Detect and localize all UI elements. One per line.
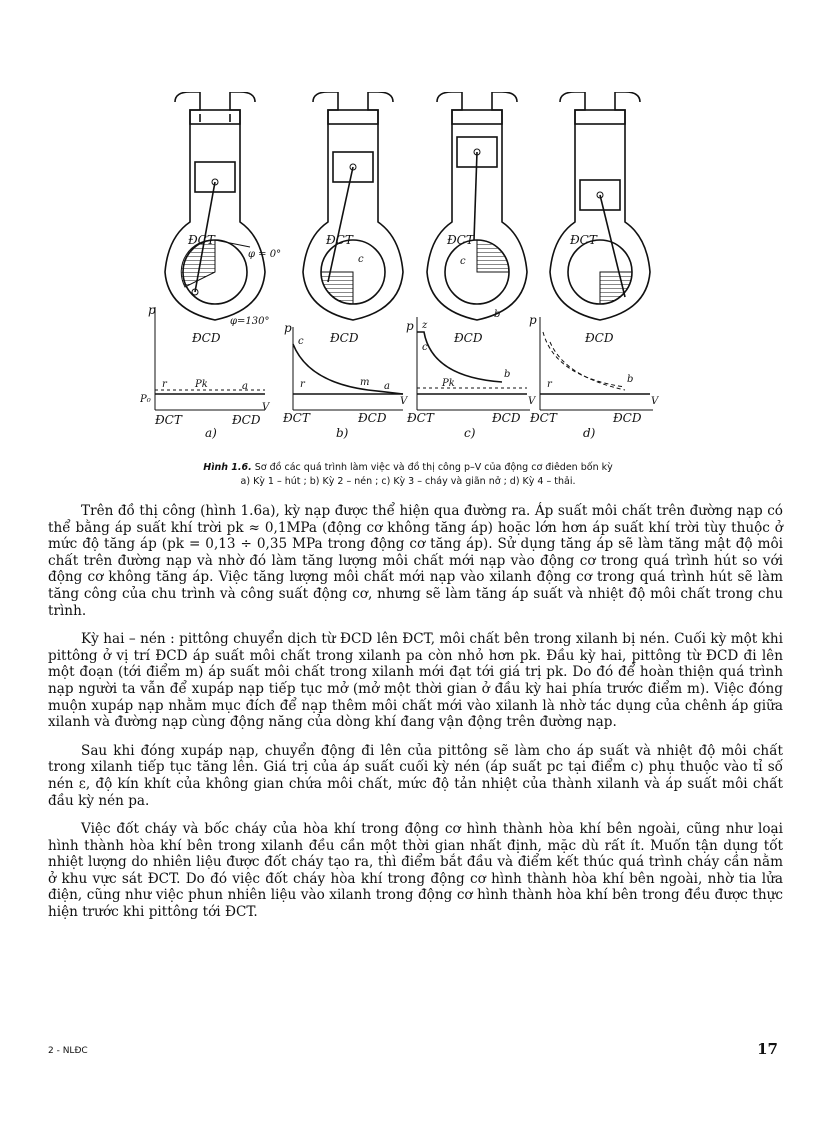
- panel-b-c: c: [298, 336, 304, 347]
- panel-d-bdc-axis: ĐCD: [613, 411, 642, 425]
- panel-b-letter: b): [336, 426, 349, 440]
- panel-a-p-axis: p: [148, 303, 156, 317]
- panel-b-m: m: [360, 377, 370, 388]
- panel-c-b: b: [504, 369, 511, 380]
- panel-b-c-top: c: [358, 254, 364, 265]
- figure-svg: [140, 92, 660, 447]
- panel-c-pk: Pk: [442, 378, 455, 389]
- panel-a-v: V: [262, 402, 270, 413]
- panel-c: [406, 92, 537, 440]
- panel-c-p-axis: p: [406, 319, 414, 333]
- panel-d-bdc: ĐCD: [585, 331, 614, 345]
- panel-a-a: a: [242, 381, 248, 392]
- panel-b-bdc: ĐCD: [330, 331, 359, 345]
- panel-a-letter: a): [205, 426, 217, 440]
- panel-c-tdc: ĐCT: [447, 233, 474, 247]
- panel-b-a: a: [384, 381, 390, 392]
- panel-a-phi130: φ=130°: [230, 316, 270, 327]
- panel-c-z: z: [422, 320, 428, 331]
- figure-caption-line1: [60, 461, 756, 474]
- paragraph-1: Trên đồ thị công (hình 1.6a), kỳ nạp được thể hiện qua đường ra. Áp suất môi chất trên đường nạp có thể bằng áp suất khí trời pk ≈ 0,1MPa (động cơ không tăng áp) hoặc lớn hơn áp suất khí trời tùy thuộc ở mức độ tăng áp (pk = 0,13 ÷ 0,35 MPa trong động cơ tăng áp). Sử dụng tăng áp sẽ làm tăng mật độ môi chất trên đường nạp và nhờ đó làm tăng lượng môi chất mới nạp vào động cơ trong quá trình hút so với động cơ không tăng áp. Việc tăng lượng môi chất mới nạp vào xilanh động cơ trong quá trình hút sẽ làm tăng công của chu trình và công suất động cơ, nhưng sẽ làm tăng áp suất và nhiệt độ môi chất trong chu trình.: [48, 503, 783, 619]
- panel-b-bdc-axis: ĐCD: [358, 411, 387, 425]
- footer-chapter: 2 - NLĐC: [48, 1046, 88, 1056]
- paragraph-2: Kỳ hai – nén : pittông chuyển dịch từ ĐCD lên ĐCT, môi chất bên trong xilanh bị nén. Cuối kỳ một khi pittông ở vị trí ĐCD áp suất môi chất trong xilanh pa còn nhỏ hơn pk. Đầu kỳ hai, pittông từ ĐCD đi lên một đoạn (tới điểm m) áp suất môi chất trong xilanh mới đạt tới giá trị pk. Do đó để hoàn thiện quá trình nạp người ta vẫn để xupáp nạp tiếp tục mở (mở một thời gian ở đầu kỳ hai phía trước điểm m). Việc đóng muộn xupáp nạp nhằm mục đích để nạp thêm môi chất mới vào xilanh là nhờ tác dụng của chênh áp giữa xilanh và đường nạp cùng động năng của dòng khí đang vận động trên đường nạp.: [48, 631, 783, 731]
- figure-caption-title: Sơ đồ các quá trình làm việc và đồ thị công p–V của động cơ điêden bốn kỳ: [254, 462, 613, 473]
- panel-b-p-axis: p: [284, 321, 292, 335]
- panel-c-v: V: [528, 396, 536, 407]
- panel-c-bdc: ĐCD: [454, 331, 483, 345]
- page-number: 17: [757, 1040, 778, 1058]
- panel-a-pk: Pk: [195, 379, 208, 390]
- panel-c-c: c: [422, 342, 428, 353]
- panel-d: [529, 92, 660, 440]
- panel-d-v: V: [651, 396, 659, 407]
- body-text: [48, 503, 783, 933]
- panel-a-tdc-axis: ĐCT: [155, 413, 182, 427]
- panel-b-tdc-axis: ĐCT: [283, 411, 310, 425]
- panel-d-tdc: ĐCT: [570, 233, 597, 247]
- paragraph-3: Sau khi đóng xupáp nạp, chuyển động đi lên của pittông sẽ làm cho áp suất và nhiệt độ môi chất trong xilanh tiếp tục tăng lên. Giá trị của áp suất cuối kỳ nén (áp suất pc tại điểm c) phụ thuộc vào tỉ số nén ε, độ kín khít của không gian chứa môi chất, mức độ tản nhiệt của thành xilanh và áp suất môi chất đầu kỳ nén pa.: [48, 742, 783, 809]
- panel-a-r: r: [162, 379, 167, 390]
- panel-d-p-axis: p: [529, 313, 537, 327]
- panel-c-b-top: b: [494, 309, 501, 320]
- panel-d-letter: d): [583, 426, 596, 440]
- panel-c-bdc-axis: ĐCD: [492, 411, 521, 425]
- panel-d-tdc-axis: ĐCT: [530, 411, 557, 425]
- panel-c-letter: c): [464, 426, 476, 440]
- figure-caption-label: Hình 1.6.: [203, 462, 252, 473]
- panel-b-tdc: ĐCT: [326, 233, 353, 247]
- panel-c-tdc-axis: ĐCT: [407, 411, 434, 425]
- panel-a-phi0: φ = 0°: [248, 249, 282, 260]
- figure-caption-line2: a) Kỳ 1 – hút ; b) Kỳ 2 – nén ; c) Kỳ 3 – cháy và giãn nở ; d) Kỳ 4 – thải.: [240, 476, 576, 487]
- panel-d-b: b: [627, 374, 634, 385]
- panel-a-bdc: ĐCD: [192, 331, 221, 345]
- panel-a-p0: P₀: [140, 394, 151, 405]
- engine-cycle-figure: [140, 92, 660, 447]
- panel-b: [282, 92, 409, 440]
- panel-b-r: r: [300, 379, 305, 390]
- panel-d-r: r: [547, 379, 552, 390]
- panel-a-bdc-axis: ĐCD: [232, 413, 261, 427]
- paragraph-4: Việc đốt cháy và bốc cháy của hòa khí trong động cơ hình thành hòa khí bên ngoài, cũng như loại hình thành hòa khí bên trong xilanh đều cần một thời gian nhất định, mặc dù rất ít. Muốn tận dụng tốt nhiệt lượng do nhiên liệu được đốt cháy tạo ra, thì điểm bắt đầu và điểm kết thúc quá trình cháy cần nằm ở khu vực sát ĐCT. Do đó việc đốt cháy hòa khí trong động cơ hình thành hòa khí bên ngoài, nhờ tia lửa điện, cũng như việc phun nhiên liệu vào xilanh trong động cơ hình thành hòa khí bên trong đều được thực hiện trước khi pittông tới ĐCT.: [48, 821, 783, 921]
- panel-a: [140, 92, 281, 440]
- panel-b-v: V: [400, 396, 408, 407]
- panel-a-tdc: ĐCT: [188, 233, 215, 247]
- panel-c-c-top: c: [460, 256, 466, 267]
